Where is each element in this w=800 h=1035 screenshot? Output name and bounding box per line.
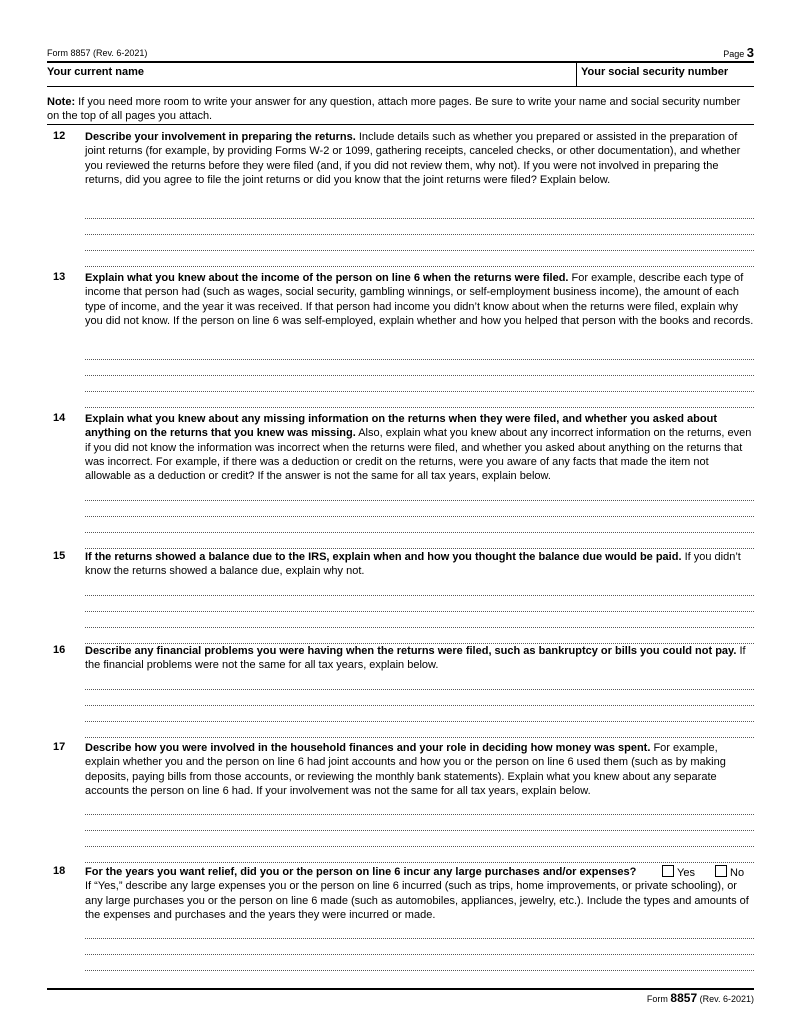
question-bold: If the returns showed a balance due to the IRS, explain when and how you thought the balance due would be paid. [85, 551, 682, 563]
question-number: 14 [53, 412, 66, 424]
answer-line[interactable] [85, 516, 754, 517]
answer-line[interactable] [85, 250, 754, 251]
answer-line[interactable] [85, 548, 754, 549]
no-option[interactable] [711, 865, 744, 879]
note-bold: Note: [47, 96, 76, 108]
question-text [85, 130, 754, 187]
divider [47, 124, 754, 125]
question-number: 13 [53, 271, 66, 283]
form-id: Form 8857 (Rev. 6-2021) [47, 48, 148, 58]
note-text: If you need more room to write your answer for any question, attach more pages. Be sure to write your name and social security number on the top of all pages you attach. [47, 96, 741, 122]
current-name-label: Your current name [47, 66, 144, 78]
answer-line[interactable] [85, 391, 754, 392]
question-bold: Describe your involvement in preparing the returns. [85, 131, 356, 143]
answer-line[interactable] [85, 532, 754, 533]
ssn-label: Your social security number [581, 66, 729, 78]
question-text [85, 741, 754, 798]
footer-revision: (Rev. 6-2021) [699, 994, 754, 1004]
question-body: For example, describe each type of income that person had (such as wages, social security, gambling winnings, or self-employment business income), the amount of each type of income, and the year it was received. If that person had income you didn’t know about when the returns were filed, explain why you did not know. If the person on line 6 was self-employed, explain whether and how you helped that person with the books and records. [85, 272, 754, 327]
answer-line[interactable] [85, 737, 754, 738]
page-word: Page [723, 49, 745, 59]
no-label: No [730, 867, 745, 879]
answer-line[interactable] [85, 721, 754, 722]
footer-form-id [647, 991, 754, 1005]
answer-line[interactable] [85, 938, 754, 939]
question-body: If “Yes,” describe any large expenses you or the person on line 6 incurred (such as trips, home improvements, or private schooling), or any large purchases you or the person on line 6 made (such as automobiles, appliances, jewelry, etc.). Include the types and amounts of the expenses and purchases and the years they were incurred or made. [85, 880, 749, 921]
answer-line[interactable] [85, 689, 754, 690]
page-number: 3 [746, 45, 754, 60]
question-body: Include details such as whether you prepared or assisted in the preparation of joint returns (for example, by providing Forms W-2 or 1099, gathering receipts, canceled checks, or other documentation), and whether you reviewed the returns before they were filed (and, if you did not review them, why not). If you were not involved in preparing the returns, did you agree to file the joint returns or did you know that the joint returns were filed? Explain below. [85, 131, 741, 186]
answer-line[interactable] [85, 407, 754, 408]
answer-line[interactable] [85, 595, 754, 596]
footer-form-number: 8857 [670, 991, 698, 1005]
question-number: 15 [53, 550, 66, 562]
current-name-field[interactable] [47, 62, 575, 86]
note [47, 95, 754, 123]
question-text [85, 550, 754, 579]
question-number: 17 [53, 741, 66, 753]
question-bold: Describe how you were involved in the household finances and your role in deciding how money was spent. [85, 742, 651, 754]
divider [47, 86, 754, 87]
question-number: 16 [53, 644, 66, 656]
answer-line[interactable] [85, 375, 754, 376]
answer-line[interactable] [85, 862, 754, 863]
question-text [85, 644, 754, 673]
answer-line[interactable] [85, 266, 754, 267]
answer-line[interactable] [85, 970, 754, 971]
answer-line[interactable] [85, 627, 754, 628]
footer-form-word: Form [646, 994, 668, 1004]
question-body: If the financial problems were not the same for all tax years, explain below. [85, 645, 746, 672]
page-indicator [723, 45, 754, 60]
question-text [85, 412, 754, 483]
question-text [85, 271, 754, 328]
answer-line[interactable] [85, 830, 754, 831]
answer-line[interactable] [85, 234, 754, 235]
question-body: For example, explain whether you and the person on line 6 had joint accounts and how you or the person on line 6 used them (such as by making deposits, paying bills from those accounts, or reviewing the monthly bank statements). Explain what you knew about any separate accounts the person on line 6 had. If your involvement was not the same for all tax years, explain below. [85, 742, 726, 797]
question-bold: Describe any financial problems you were having when the returns were filed, such as bankruptcy or bills you could not pay. [85, 645, 737, 657]
answer-line[interactable] [85, 500, 754, 501]
answer-line[interactable] [85, 705, 754, 706]
question-bold: Explain what you knew about any missing information on the returns when they were filed, and whether you asked about anything on the returns that you knew was missing. [85, 413, 717, 440]
answer-line[interactable] [85, 218, 754, 219]
answer-line[interactable] [85, 359, 754, 360]
answer-line[interactable] [85, 611, 754, 612]
footer-rule [47, 988, 754, 990]
answer-line[interactable] [85, 954, 754, 955]
yes-label: Yes [677, 867, 695, 879]
question-number: 12 [53, 130, 66, 142]
question-number: 18 [53, 865, 66, 877]
yes-option[interactable] [658, 865, 695, 879]
question-bold: For the years you want relief, did you or the person on line 6 incur any large purchases and/or expenses? [85, 866, 637, 878]
question-body: If you didn’t know the returns showed a balance due, explain why not. [85, 551, 741, 578]
question-lead [85, 865, 655, 879]
question-bold: Explain what you knew about the income of the person on line 6 when the returns were filed. [85, 272, 569, 284]
question-body: Also, explain what you knew about any incorrect information on the returns, even if you did not know the information was incorrect when the returns were filed, and whether you asked about anything on the returns that was incorrect. For example, if there was a deduction or credit on the returns, were you aware of any facts that made the item not allowable as a deduction or credit? If the answer is not the same for all tax years, explain below. [85, 427, 752, 483]
answer-line[interactable] [85, 814, 754, 815]
no-checkbox[interactable] [715, 865, 727, 877]
yes-checkbox[interactable] [662, 865, 674, 877]
answer-line[interactable] [85, 846, 754, 847]
